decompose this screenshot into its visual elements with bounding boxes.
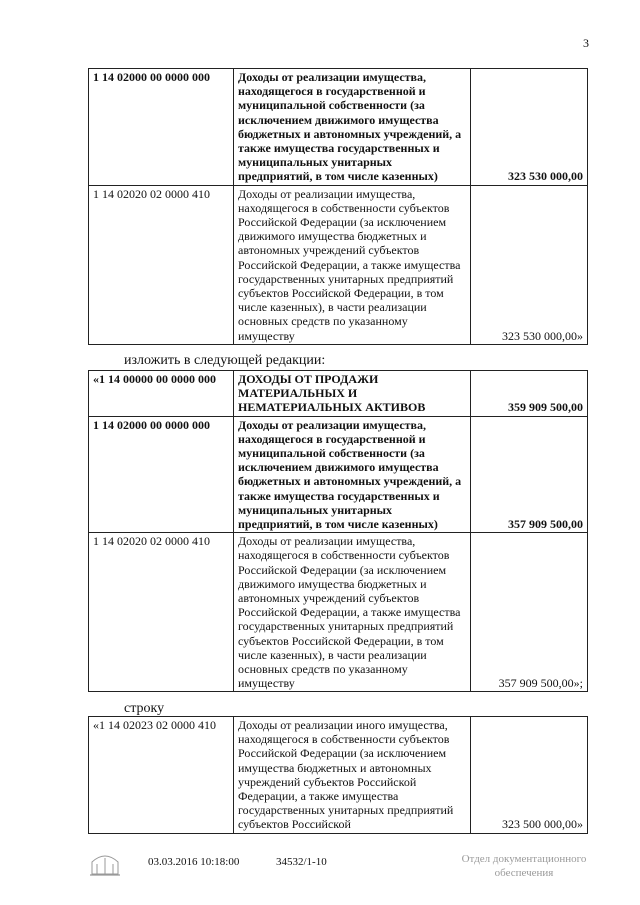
stamp-line: обеспечения [494,867,554,879]
code-cell: 1 14 02020 02 0000 410 [89,533,234,692]
budget-table-new-edition [88,370,588,692]
amount-cell: 359 909 500,00 [471,371,588,417]
description-cell: ДОХОДЫ ОТ ПРОДАЖИ МАТЕРИАЛЬНЫХ И НЕМАТЕРИАЛЬНЫХ АКТИВОВ [234,371,471,417]
table-row [89,416,588,533]
description-cell: Доходы от реализации имущества, находящегося в государственной и муниципальной собственности (за исключением движимого имущества бюджетных и автономных учреждений, а также имущества государственных и муниципальных унитарных предприятий, в том числе казенных) [234,416,471,533]
emblem-logo [88,848,122,883]
description-cell: Доходы от реализации имущества, находящегося в государственной и муниципальной собственности (за исключением движимого имущества бюджетных и автономных учреждений, а также имущества государственных и муниципальных унитарных предприятий, в том числе казенных) [234,69,471,186]
amount-cell: 323 530 000,00» [471,185,588,344]
code-cell: 1 14 02000 00 0000 000 [89,416,234,533]
table-row [89,69,588,186]
description-cell: Доходы от реализации имущества, находящегося в собственности субъектов Российской Федерации (за исключением движимого имущества бюджетных и автономных учреждений субъектов Российской Федерации, а также имущества государственных унитарных предприятий субъектов Российской Федерации, в том числе казенных), в части реализации основных средств по указанному имуществу [234,533,471,692]
description-cell: Доходы от реализации имущества, находящегося в собственности субъектов Российской Федерации (за исключением движимого имущества бюджетных и автономных учреждений субъектов Российской Федерации, а также имущества государственных унитарных предприятий субъектов Российской Федерации, в том числе казенных), в части реализации основных средств по указанному имуществу [234,185,471,344]
description-cell: Доходы от реализации иного имущества, находящегося в собственности субъектов Российской Федерации (за исключением имущества бюджетных и автономных учреждений субъектов Российской Федерации, а также имущества государственных унитарных предприятий субъектов Российской [234,717,471,834]
instruction-text: изложить в следующей редакции: [124,353,326,368]
page-number: 3 [583,36,589,50]
instruction-text: строку [124,701,165,716]
amount-cell: 323 530 000,00 [471,69,588,186]
table-row [89,533,588,692]
footer-date: 03.03.2016 10:18:00 [148,856,240,868]
table-row [89,371,588,417]
footer-doc-number: 34532/1-10 [276,856,327,868]
budget-table-row-ref [88,716,588,834]
amount-cell: 357 909 500,00 [471,416,588,533]
code-cell: 1 14 02020 02 0000 410 [89,185,234,344]
code-cell: «1 14 02023 02 0000 410 [89,717,234,834]
amount-cell: 323 500 000,00» [471,717,588,834]
stamp-line: Отдел документационного [461,853,587,865]
code-cell: 1 14 02000 00 0000 000 [89,69,234,186]
code-cell: «1 14 00000 00 0000 000 [89,371,234,417]
amount-cell: 357 909 500,00»; [471,533,588,692]
table-row [89,717,588,834]
table-row [89,185,588,344]
department-stamp [444,852,604,880]
budget-table-original [88,68,588,345]
